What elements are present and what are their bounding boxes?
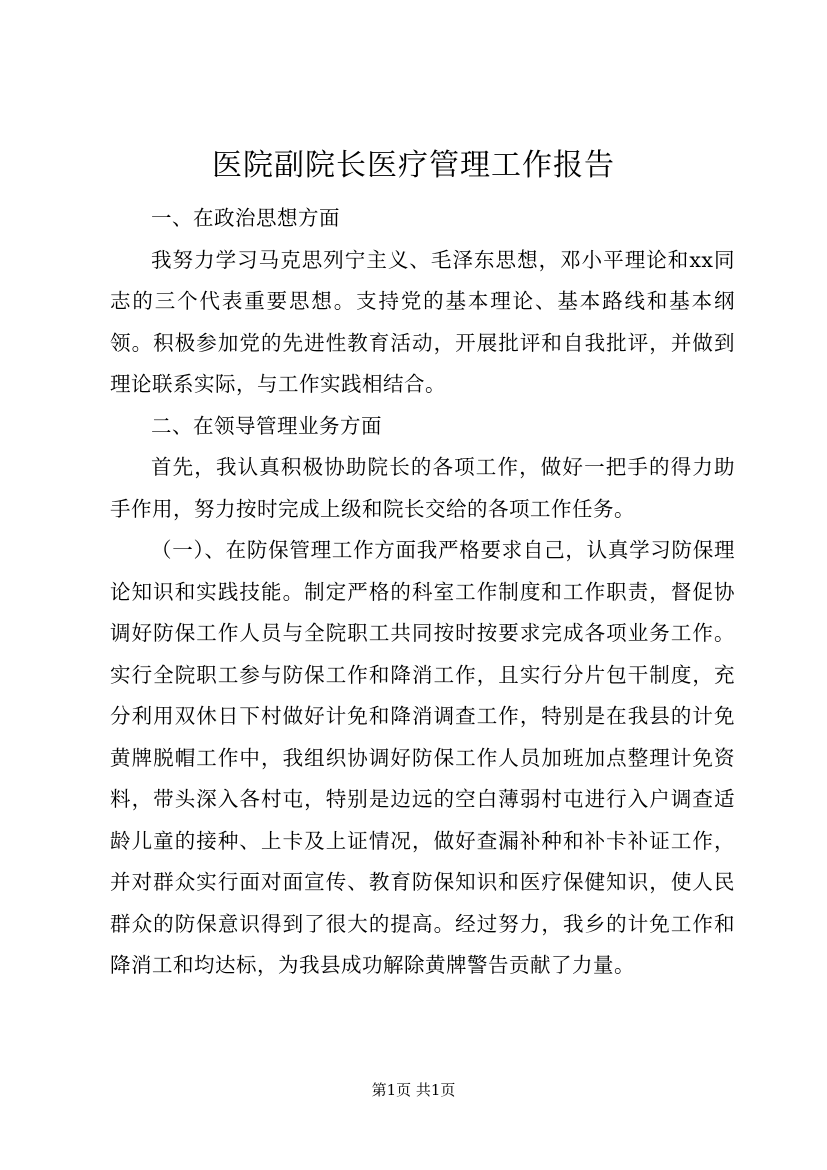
document-title: 医院副院长医疗管理工作报告 <box>212 148 615 183</box>
paragraph-management-intro: 首先，我认真积极协助院长的各项工作，做好一把手的得力助手作用，努力按时完成上级和院长交给的各项工作任务。 <box>110 455 735 521</box>
paragraph-epidemic-prevention: （一）、在防保管理工作方面我严格要求自己，认真学习防保理论知识和实践技能。制定严格的科室工作制度和工作职责，督促协调好防保工作人员与全院职工共同按时按要求完成各项业务工作。实行全院职工参与防保工作和降消工作，且实行分片包干制度，充分利用双休日下村做好计免和降消调查工作，特别是在我县的计免黄牌脱帽工作中，我组织协调好防保工作人员加班加点整理计免资料，带头深入各村屯，特别是边远的空白薄弱村屯进行入户调查适龄儿童的接种、上卡及上证情况，做好查漏补种和补卡补证工作，并对群众实行面对面宣传、教育防保知识和医疗保健知识，使人民群众的防保意识得到了很大的提高。经过努力，我乡的计免工作和降消工和均达标，为我县成功解除黄牌警告贡献了力量。 <box>110 538 735 977</box>
section-heading-management: 二、在领导管理业务方面 <box>151 413 382 438</box>
paragraph-political: 我努力学习马克思列宁主义、毛泽东思想，邓小平理论和xx同志的三个代表重要思想。支持党的基本理论、基本路线和基本纲领。积极参加党的先进性教育活动，开展批评和自我批评，并做到理论联系实际，与工作实践相结合。 <box>110 247 735 396</box>
document-body <box>110 198 735 987</box>
section-heading-political: 一、在政治思想方面 <box>151 206 340 230</box>
page-footer: 第1页 共1页 <box>371 1081 456 1099</box>
